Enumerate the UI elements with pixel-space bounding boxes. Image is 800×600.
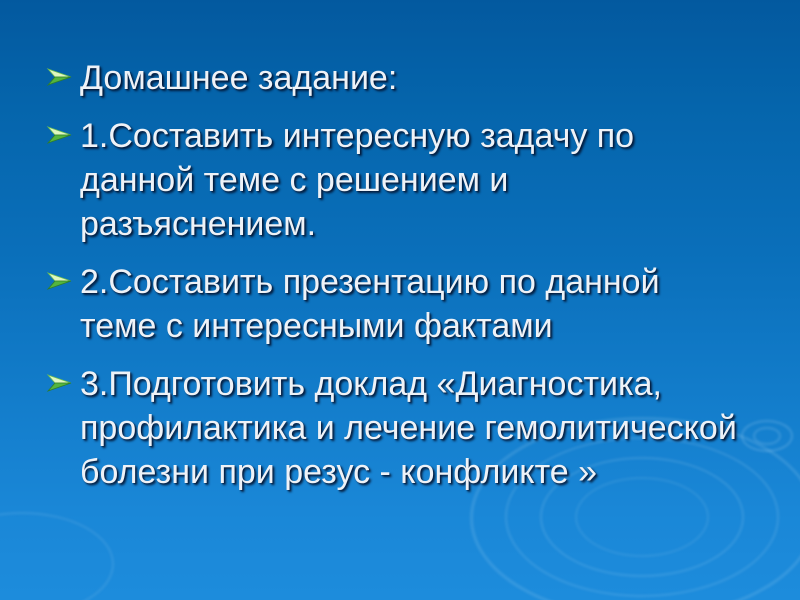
bullet-item-title — [0, 56, 740, 100]
arrowhead-bullet-icon — [46, 372, 73, 394]
bullet-item-task-2 — [0, 260, 740, 348]
arrowhead-bullet-icon — [46, 66, 73, 88]
bullet-text: 1.Составить интересную задачу по данной теме с решением и разъяснением. — [80, 117, 635, 243]
bullet-text: Домашнее задание: — [80, 59, 398, 97]
bullet-item-task-3 — [0, 362, 740, 494]
bullet-item-task-1 — [0, 114, 740, 246]
bullet-text: 2.Составить презентацию по данной теме с интересными фактами — [80, 263, 660, 345]
water-ripple-ring — [0, 512, 114, 600]
bullet-text: 3.Подготовить доклад «Диагностика, профилактика и лечение гемолитической болезни при резус - конфликте » — [80, 365, 737, 491]
arrowhead-bullet-icon — [46, 270, 73, 292]
arrowhead-bullet-icon — [46, 124, 73, 146]
